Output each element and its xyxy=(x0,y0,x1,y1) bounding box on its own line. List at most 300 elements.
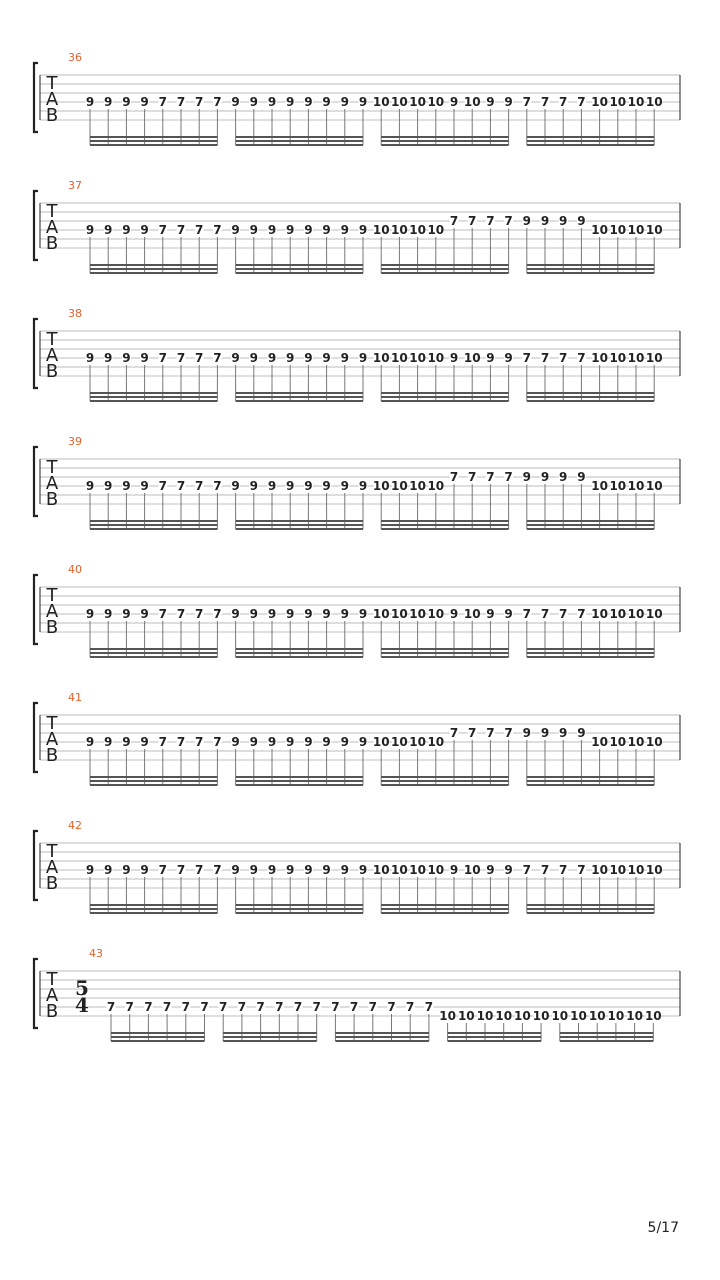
measure-number: 38 xyxy=(68,307,82,320)
tab-clef-letter: T xyxy=(46,841,58,862)
fret-number: 9 xyxy=(286,735,295,749)
fret-number: 10 xyxy=(645,479,663,493)
fret-number: 7 xyxy=(181,1000,190,1014)
fret-number: 10 xyxy=(409,351,426,365)
fret-number: 7 xyxy=(176,95,186,109)
fret-number: 9 xyxy=(286,607,295,621)
fret-number: 10 xyxy=(463,351,481,365)
fret-number: 9 xyxy=(286,351,295,365)
fret-number: 9 xyxy=(322,479,331,493)
fret-number: 9 xyxy=(449,95,459,109)
fret-number: 9 xyxy=(286,479,295,493)
fret-number: 7 xyxy=(449,214,459,228)
fret-number: 7 xyxy=(540,607,550,621)
fret-number: 9 xyxy=(249,607,258,621)
fret-number: 10 xyxy=(645,863,663,877)
tab-clef-letter: A xyxy=(45,729,59,750)
fret-number: 9 xyxy=(122,95,131,109)
fret-number: 10 xyxy=(627,607,645,621)
fret-number: 9 xyxy=(249,479,258,493)
fret-number: 9 xyxy=(304,223,313,237)
fret-number: 9 xyxy=(85,351,95,365)
fret-number: 7 xyxy=(468,726,477,740)
fret-number: 9 xyxy=(449,351,459,365)
fret-number: 10 xyxy=(409,607,426,621)
fret-number: 9 xyxy=(85,607,95,621)
fret-number: 7 xyxy=(213,351,222,365)
fret-number: 7 xyxy=(312,1000,321,1014)
tab-clef-letter: T xyxy=(46,201,58,222)
fret-number: 7 xyxy=(468,470,477,484)
fret-number: 10 xyxy=(645,223,663,237)
fret-number: 7 xyxy=(158,223,167,237)
fret-number: 10 xyxy=(372,607,390,621)
system-bracket xyxy=(34,319,38,388)
fret-number: 10 xyxy=(591,735,608,749)
fret-number: 7 xyxy=(504,470,513,484)
tab-clef-letter: A xyxy=(45,217,59,238)
fret-number: 10 xyxy=(391,863,408,877)
fret-number: 9 xyxy=(249,735,258,749)
fret-number: 10 xyxy=(591,223,608,237)
fret-number: 9 xyxy=(340,863,349,877)
fret-number: 9 xyxy=(104,95,113,109)
fret-number: 10 xyxy=(645,351,663,365)
fret-number: 9 xyxy=(122,607,131,621)
tab-system xyxy=(34,307,680,401)
fret-number: 7 xyxy=(406,1000,415,1014)
fret-number: 9 xyxy=(122,735,131,749)
fret-number: 9 xyxy=(449,607,459,621)
fret-number: 9 xyxy=(304,607,313,621)
fret-number: 7 xyxy=(213,95,222,109)
tab-clef-letter: B xyxy=(45,361,59,382)
fret-number: 9 xyxy=(122,351,131,365)
fret-number: 9 xyxy=(85,479,95,493)
fret-number: 7 xyxy=(522,351,531,365)
fret-number: 9 xyxy=(85,863,95,877)
fret-number: 10 xyxy=(495,1009,513,1023)
fret-number: 7 xyxy=(200,1000,209,1014)
fret-number: 7 xyxy=(468,214,477,228)
tab-clef-letter: B xyxy=(45,1001,59,1022)
fret-number: 9 xyxy=(104,735,113,749)
tab-clef-letter: A xyxy=(45,89,59,110)
fret-number: 10 xyxy=(439,1009,456,1023)
tab-clef-letter: B xyxy=(45,873,59,894)
tab-system xyxy=(34,947,680,1041)
fret-number: 7 xyxy=(559,863,568,877)
fret-number: 10 xyxy=(588,1009,606,1023)
fret-number: 9 xyxy=(358,223,368,237)
fret-number: 10 xyxy=(463,607,481,621)
fret-number: 10 xyxy=(391,607,408,621)
fret-number: 10 xyxy=(591,479,608,493)
fret-number: 10 xyxy=(591,863,608,877)
fret-number: 7 xyxy=(195,735,204,749)
fret-number: 10 xyxy=(409,863,426,877)
fret-number: 9 xyxy=(249,95,258,109)
fret-number: 9 xyxy=(267,735,277,749)
fret-number: 10 xyxy=(644,1009,662,1023)
tab-system xyxy=(34,51,680,145)
tab-clef-letter: T xyxy=(46,969,58,990)
fret-number: 9 xyxy=(122,479,131,493)
fret-number: 9 xyxy=(249,351,258,365)
fret-number: 9 xyxy=(140,735,149,749)
tab-clef-letter: T xyxy=(46,585,58,606)
fret-number: 9 xyxy=(322,223,331,237)
fret-number: 7 xyxy=(158,863,167,877)
fret-number: 7 xyxy=(213,223,222,237)
fret-number: 9 xyxy=(522,214,531,228)
fret-number: 9 xyxy=(304,735,313,749)
fret-number: 9 xyxy=(449,863,459,877)
fret-number: 7 xyxy=(158,351,167,365)
fret-number: 9 xyxy=(85,95,95,109)
fret-number: 10 xyxy=(427,479,445,493)
fret-number: 10 xyxy=(391,479,408,493)
tab-clef-letter: B xyxy=(45,233,59,254)
fret-number: 7 xyxy=(275,1000,284,1014)
fret-number: 7 xyxy=(256,1000,265,1014)
tab-clef-letter: A xyxy=(45,985,59,1006)
tab-clef-letter: B xyxy=(45,105,59,126)
tab-system xyxy=(34,435,680,529)
measure-number: 40 xyxy=(68,563,82,576)
fret-number: 10 xyxy=(609,863,627,877)
fret-number: 9 xyxy=(122,863,131,877)
tab-clef-letter: B xyxy=(45,617,59,638)
fret-number: 7 xyxy=(176,863,186,877)
fret-number: 10 xyxy=(551,1009,569,1023)
fret-number: 9 xyxy=(267,95,277,109)
fret-number: 10 xyxy=(427,95,445,109)
fret-number: 7 xyxy=(144,1000,153,1014)
fret-number: 9 xyxy=(267,607,277,621)
fret-number: 10 xyxy=(627,735,645,749)
fret-number: 9 xyxy=(267,351,277,365)
fret-number: 9 xyxy=(304,479,313,493)
fret-number: 7 xyxy=(195,479,204,493)
fret-number: 9 xyxy=(340,607,349,621)
time-signature-top: 5 xyxy=(75,976,89,1000)
fret-number: 9 xyxy=(286,863,295,877)
fret-number: 10 xyxy=(626,1009,643,1023)
fret-number: 10 xyxy=(591,95,608,109)
fret-number: 10 xyxy=(627,95,645,109)
fret-number: 9 xyxy=(486,351,495,365)
tab-system xyxy=(34,819,680,913)
fret-number: 10 xyxy=(591,607,608,621)
fret-number: 9 xyxy=(104,863,113,877)
fret-number: 10 xyxy=(372,223,390,237)
system-bracket xyxy=(34,831,38,900)
fret-number: 9 xyxy=(304,95,313,109)
fret-number: 7 xyxy=(486,470,495,484)
fret-number: 9 xyxy=(85,735,95,749)
fret-number: 9 xyxy=(504,863,513,877)
fret-number: 7 xyxy=(486,214,495,228)
fret-number: 10 xyxy=(476,1009,494,1023)
fret-number: 9 xyxy=(340,223,349,237)
fret-number: 9 xyxy=(231,351,240,365)
tab-clef-letter: T xyxy=(46,73,58,94)
fret-number: 7 xyxy=(158,95,167,109)
fret-number: 10 xyxy=(609,607,627,621)
fret-number: 9 xyxy=(559,726,568,740)
fret-number: 7 xyxy=(237,1000,247,1014)
fret-number: 10 xyxy=(409,223,426,237)
fret-number: 9 xyxy=(322,863,331,877)
fret-number: 10 xyxy=(645,95,663,109)
fret-number: 7 xyxy=(368,1000,377,1014)
fret-number: 7 xyxy=(424,1000,434,1014)
fret-number: 7 xyxy=(504,214,513,228)
tab-clef-letter: B xyxy=(45,489,59,510)
tab-clef-letter: A xyxy=(45,601,59,622)
tab-clef-letter: B xyxy=(45,745,59,766)
fret-number: 9 xyxy=(140,95,149,109)
fret-number: 10 xyxy=(609,479,627,493)
fret-number: 9 xyxy=(540,470,550,484)
fret-number: 10 xyxy=(391,351,408,365)
fret-number: 7 xyxy=(577,95,586,109)
tab-clef-letter: T xyxy=(46,329,58,350)
fret-number: 10 xyxy=(514,1009,531,1023)
fret-number: 9 xyxy=(322,351,331,365)
fret-number: 9 xyxy=(104,351,113,365)
fret-number: 9 xyxy=(504,607,513,621)
fret-number: 9 xyxy=(340,351,349,365)
measure-number: 41 xyxy=(68,691,82,704)
fret-number: 7 xyxy=(176,735,186,749)
fret-number: 10 xyxy=(463,95,481,109)
fret-number: 9 xyxy=(140,863,149,877)
time-signature-bottom: 4 xyxy=(75,993,89,1017)
fret-number: 9 xyxy=(522,470,531,484)
tab-system xyxy=(34,691,680,785)
fret-number: 9 xyxy=(540,726,550,740)
fret-number: 7 xyxy=(522,607,531,621)
fret-number: 7 xyxy=(577,863,586,877)
fret-number: 7 xyxy=(158,735,167,749)
fret-number: 10 xyxy=(427,735,445,749)
fret-number: 9 xyxy=(249,223,258,237)
fret-number: 7 xyxy=(559,95,568,109)
fret-number: 9 xyxy=(286,223,295,237)
fret-number: 7 xyxy=(158,479,167,493)
fret-number: 9 xyxy=(322,607,331,621)
tab-system xyxy=(34,563,680,657)
fret-number: 10 xyxy=(609,735,627,749)
fret-number: 7 xyxy=(158,607,167,621)
fret-number: 7 xyxy=(540,351,550,365)
fret-number: 7 xyxy=(176,479,186,493)
fret-number: 9 xyxy=(559,214,568,228)
fret-number: 10 xyxy=(372,351,390,365)
fret-number: 9 xyxy=(231,863,240,877)
fret-number: 10 xyxy=(609,223,627,237)
fret-number: 9 xyxy=(304,863,313,877)
fret-number: 9 xyxy=(231,735,240,749)
fret-number: 7 xyxy=(195,607,204,621)
fret-number: 9 xyxy=(358,863,368,877)
fret-number: 10 xyxy=(532,1009,550,1023)
fret-number: 7 xyxy=(219,1000,228,1014)
fret-number: 9 xyxy=(104,223,113,237)
fret-number: 9 xyxy=(85,223,95,237)
measure-number: 39 xyxy=(68,435,82,448)
system-bracket xyxy=(34,447,38,516)
fret-number: 7 xyxy=(195,95,204,109)
fret-number: 7 xyxy=(449,470,459,484)
fret-number: 7 xyxy=(349,1000,359,1014)
fret-number: 7 xyxy=(522,95,531,109)
fret-number: 7 xyxy=(162,1000,172,1014)
fret-number: 9 xyxy=(358,607,368,621)
fret-number: 9 xyxy=(122,223,131,237)
fret-number: 10 xyxy=(427,223,445,237)
fret-number: 7 xyxy=(387,1000,396,1014)
fret-number: 9 xyxy=(231,607,240,621)
tab-clef-letter: A xyxy=(45,345,59,366)
fret-number: 10 xyxy=(372,735,390,749)
tab-system xyxy=(34,179,680,273)
fret-number: 9 xyxy=(231,223,240,237)
fret-number: 9 xyxy=(577,726,586,740)
fret-number: 7 xyxy=(331,1000,340,1014)
fret-number: 7 xyxy=(540,863,550,877)
tab-clef-letter: T xyxy=(46,457,58,478)
fret-number: 10 xyxy=(591,351,608,365)
fret-number: 9 xyxy=(140,479,149,493)
measure-number: 43 xyxy=(89,947,103,960)
fret-number: 9 xyxy=(322,735,331,749)
tab-clef-letter: A xyxy=(45,857,59,878)
fret-number: 9 xyxy=(522,726,531,740)
fret-number: 9 xyxy=(358,95,368,109)
fret-number: 9 xyxy=(231,95,240,109)
fret-number: 7 xyxy=(293,1000,303,1014)
fret-number: 7 xyxy=(176,223,186,237)
fret-number: 7 xyxy=(176,351,186,365)
fret-number: 7 xyxy=(504,726,513,740)
tab-clef-letter: A xyxy=(45,473,59,494)
fret-number: 7 xyxy=(195,223,204,237)
fret-number: 9 xyxy=(577,214,586,228)
fret-number: 7 xyxy=(195,351,204,365)
fret-number: 7 xyxy=(213,735,222,749)
fret-number: 10 xyxy=(627,479,645,493)
fret-number: 7 xyxy=(213,863,222,877)
fret-number: 9 xyxy=(358,479,368,493)
fret-number: 10 xyxy=(627,351,645,365)
page-number: 5/17 xyxy=(647,1220,679,1236)
fret-number: 7 xyxy=(522,863,531,877)
fret-number: 10 xyxy=(645,607,663,621)
fret-number: 9 xyxy=(559,470,568,484)
measure-number: 36 xyxy=(68,51,82,64)
fret-number: 10 xyxy=(570,1009,587,1023)
fret-number: 10 xyxy=(645,735,663,749)
fret-number: 10 xyxy=(391,95,408,109)
fret-number: 10 xyxy=(427,863,445,877)
measure-number: 37 xyxy=(68,179,82,192)
fret-number: 10 xyxy=(372,479,390,493)
fret-number: 7 xyxy=(540,95,550,109)
fret-number: 10 xyxy=(607,1009,625,1023)
fret-number: 9 xyxy=(486,607,495,621)
fret-number: 7 xyxy=(486,726,495,740)
fret-number: 9 xyxy=(504,95,513,109)
fret-number: 10 xyxy=(409,479,426,493)
fret-number: 7 xyxy=(125,1000,134,1014)
fret-number: 7 xyxy=(213,607,222,621)
fret-number: 10 xyxy=(372,863,390,877)
fret-number: 9 xyxy=(322,95,331,109)
system-bracket xyxy=(34,191,38,260)
fret-number: 9 xyxy=(140,223,149,237)
fret-number: 9 xyxy=(267,223,277,237)
fret-number: 7 xyxy=(577,607,586,621)
fret-number: 10 xyxy=(409,735,426,749)
fret-number: 9 xyxy=(504,351,513,365)
fret-number: 9 xyxy=(540,214,550,228)
fret-number: 9 xyxy=(267,479,277,493)
fret-number: 9 xyxy=(340,479,349,493)
fret-number: 7 xyxy=(577,351,586,365)
fret-number: 7 xyxy=(449,726,459,740)
tab-clef-letter: T xyxy=(46,713,58,734)
fret-number: 7 xyxy=(195,863,204,877)
fret-number: 10 xyxy=(391,735,408,749)
fret-number: 7 xyxy=(213,479,222,493)
fret-number: 10 xyxy=(609,95,627,109)
system-bracket xyxy=(34,959,38,1028)
fret-number: 10 xyxy=(457,1009,475,1023)
system-bracket xyxy=(34,575,38,644)
fret-number: 7 xyxy=(106,1000,116,1014)
fret-number: 9 xyxy=(304,351,313,365)
fret-number: 9 xyxy=(231,479,240,493)
fret-number: 10 xyxy=(627,863,645,877)
fret-number: 9 xyxy=(140,607,149,621)
fret-number: 9 xyxy=(140,351,149,365)
fret-number: 9 xyxy=(340,735,349,749)
fret-number: 9 xyxy=(267,863,277,877)
fret-number: 10 xyxy=(463,863,481,877)
fret-number: 10 xyxy=(609,351,627,365)
fret-number: 9 xyxy=(104,607,113,621)
fret-number: 10 xyxy=(627,223,645,237)
fret-number: 7 xyxy=(559,351,568,365)
fret-number: 7 xyxy=(559,607,568,621)
fret-number: 9 xyxy=(358,351,368,365)
fret-number: 10 xyxy=(409,95,426,109)
fret-number: 9 xyxy=(286,95,295,109)
fret-number: 7 xyxy=(176,607,186,621)
fret-number: 9 xyxy=(249,863,258,877)
fret-number: 10 xyxy=(427,607,445,621)
fret-number: 10 xyxy=(427,351,445,365)
fret-number: 9 xyxy=(340,95,349,109)
measure-number: 42 xyxy=(68,819,82,832)
fret-number: 9 xyxy=(577,470,586,484)
fret-number: 10 xyxy=(372,95,390,109)
fret-number: 9 xyxy=(486,95,495,109)
system-bracket xyxy=(34,703,38,772)
